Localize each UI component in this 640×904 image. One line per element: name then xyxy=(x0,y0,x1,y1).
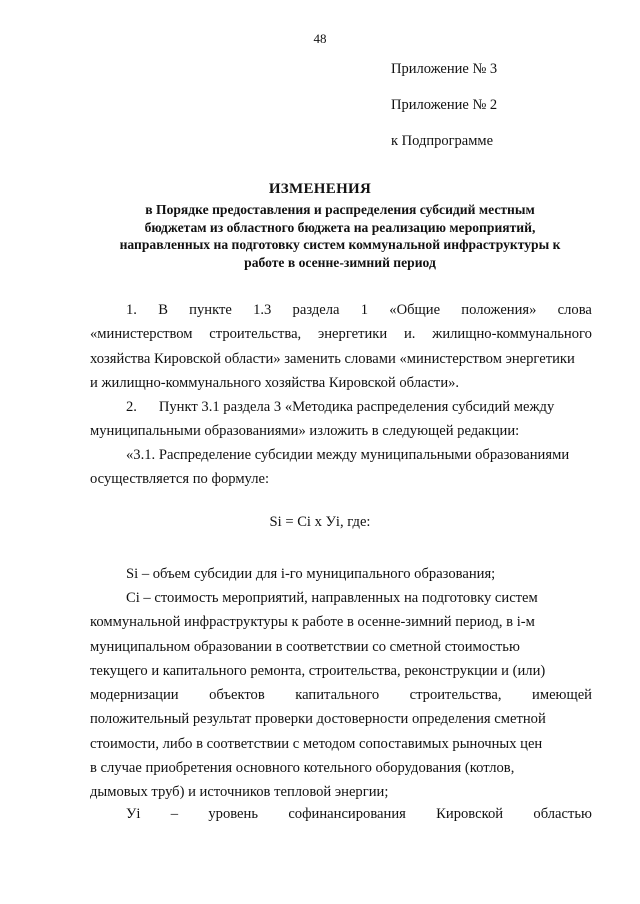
word: и. xyxy=(403,326,416,343)
word: слова xyxy=(557,302,592,318)
word: жилищно-коммунального xyxy=(432,326,592,343)
word: пункте xyxy=(189,302,232,318)
paragraph-line: стоимости, либо в соответствии с методом сопоставимых рыночных цен xyxy=(90,735,543,752)
appendix-label-3: Приложение № 3 xyxy=(391,61,498,77)
appendix-label-2: Приложение № 2 xyxy=(391,97,498,113)
definition-ci xyxy=(90,586,592,805)
document-title: ИЗМЕНЕНИЯ xyxy=(268,181,372,197)
word: энергетики xyxy=(317,326,388,343)
paragraph-line: Ci – стоимость мероприятий, направленных на подготовку систем xyxy=(126,590,538,606)
page-number: 48 xyxy=(313,31,327,46)
document-subtitle xyxy=(90,201,590,271)
appendix-subprogram-label: к Подпрограмме xyxy=(391,133,494,149)
word: В xyxy=(158,302,168,318)
paragraph-line: Si – объем субсидии для i-го муниципального образования; xyxy=(126,566,496,582)
word: 1.3 xyxy=(253,302,272,318)
paragraph-line: дымовых труб) и источников тепловой энергии; xyxy=(90,784,389,801)
paragraph-line: в случае приобретения основного котельного оборудования (котлов, xyxy=(90,760,515,777)
word: строительства, xyxy=(409,687,502,704)
subtitle-line: работе в осенне-зимний период xyxy=(244,254,436,270)
paragraph-line: «3.1. Распределение субсидии между муниципальными образованиями xyxy=(126,447,570,463)
word: раздела xyxy=(292,302,340,318)
paragraph-line xyxy=(90,322,592,346)
paragraph-line: муниципальными образованиями» изложить в следующей редакции: xyxy=(90,423,520,440)
definition-yi xyxy=(90,802,592,826)
paragraph-line: положительный результат проверки достоверности определения сметной xyxy=(90,711,546,728)
word: «министерством xyxy=(90,326,193,343)
paragraph-line: коммунальной инфраструктуры к работе в осенне-зимний период, в i-м xyxy=(90,614,535,631)
word: 1. xyxy=(126,302,137,318)
word: модернизации xyxy=(90,687,179,704)
definition-si xyxy=(90,562,592,586)
word: уровень xyxy=(208,806,258,822)
word: 1 xyxy=(360,302,369,318)
paragraph-line: 2. Пункт 3.1 раздела 3 «Методика распределения субсидий между xyxy=(126,399,555,415)
paragraph-line: и жилищно-коммунального хозяйства Кировской области». xyxy=(90,374,460,391)
word: областью xyxy=(533,806,592,822)
word: капитального xyxy=(295,687,380,704)
word: «Общие xyxy=(389,302,441,318)
paragraph-line: осуществляется по формуле: xyxy=(90,471,270,488)
paragraph-line xyxy=(90,298,592,322)
subtitle-line: бюджетам из областного бюджета на реализацию мероприятий, xyxy=(144,219,536,235)
paragraph-line: хозяйства Кировской области» заменить словами «министерством энергетики xyxy=(90,350,575,367)
paragraph-1 xyxy=(90,298,592,395)
word: положения» xyxy=(461,302,537,318)
paragraph-line: муниципальном образовании в соответствии со сметной стоимостью xyxy=(90,638,520,655)
word: имеющей xyxy=(532,687,592,704)
paragraph-2 xyxy=(90,395,592,444)
word: – xyxy=(170,806,179,822)
paragraph-line xyxy=(90,802,592,826)
paragraph-3 xyxy=(90,443,592,492)
paragraph-line xyxy=(90,683,592,707)
word: софинансирования xyxy=(288,806,406,822)
subtitle-line: в Порядке предоставления и распределения субсидий местным xyxy=(145,202,535,217)
word: Уi xyxy=(126,806,141,822)
word: строительства, xyxy=(209,326,302,343)
word: Кировской xyxy=(436,806,504,822)
paragraph-line: текущего и капитального ремонта, строительства, реконструкции и (или) xyxy=(90,662,546,679)
subsidy-formula: Si = Ci x Уi, где: xyxy=(269,514,371,530)
word: объектов xyxy=(209,687,265,704)
subtitle-line: направленных на подготовку систем коммунальной инфраструктуры к xyxy=(119,237,561,252)
